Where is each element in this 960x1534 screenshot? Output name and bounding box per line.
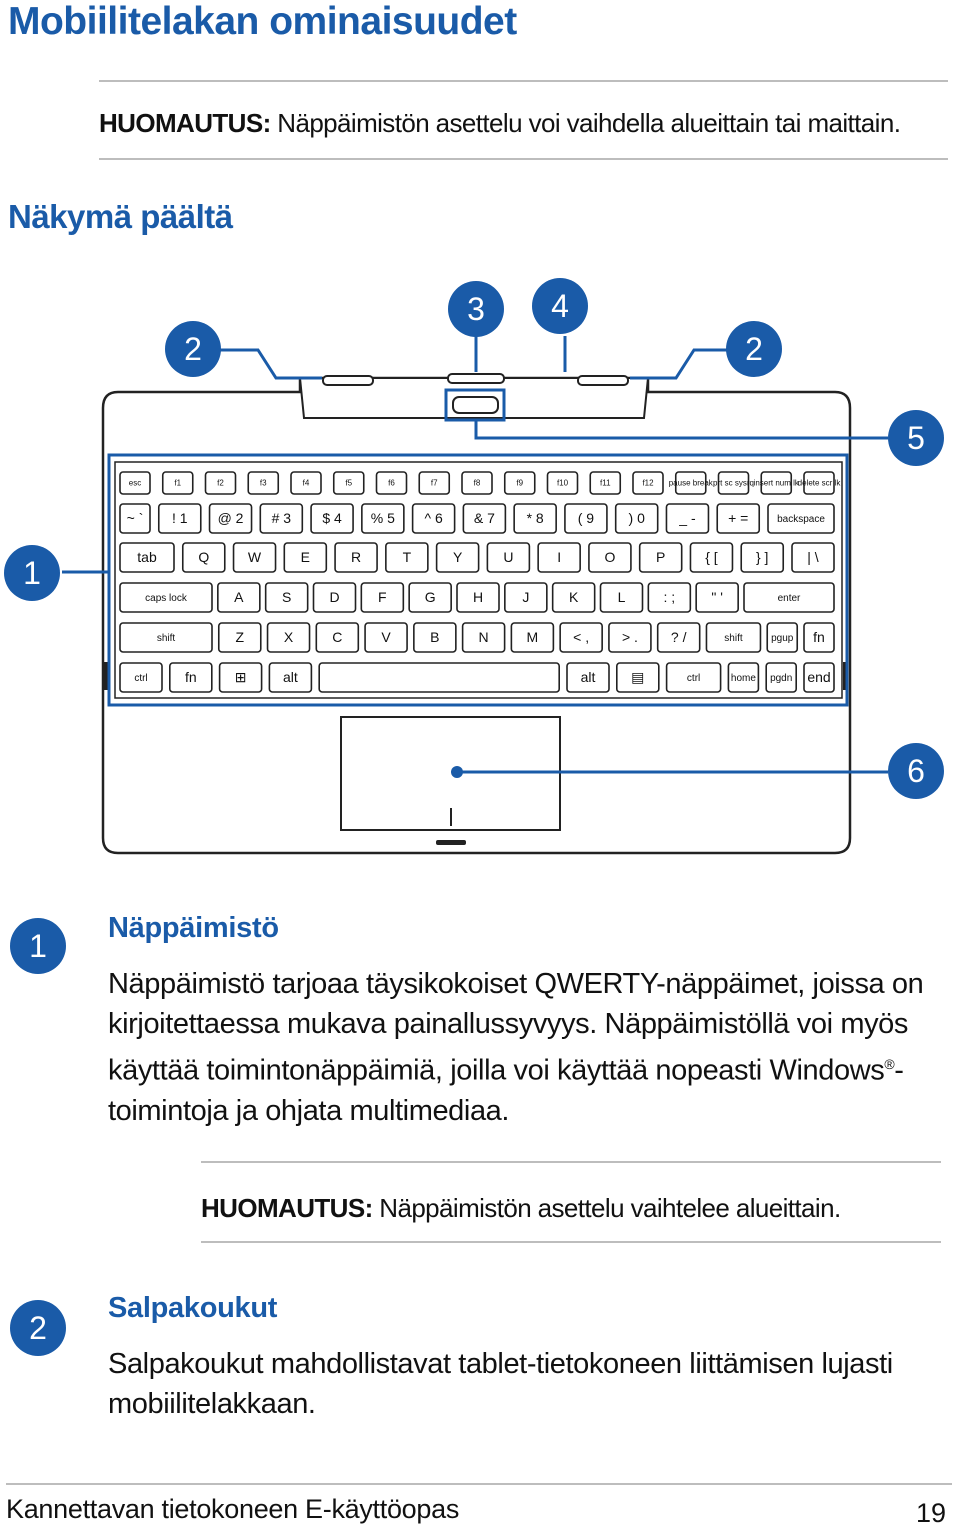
callout-number: 4 [551, 288, 569, 324]
section-number-badge: 2 [10, 1300, 66, 1356]
page-number: 19 [915, 1498, 946, 1528]
key-label: X [283, 629, 294, 646]
key-label: enter [777, 592, 801, 604]
key-label: insert num lk [753, 478, 799, 488]
key-label: S [281, 589, 292, 606]
key-label: " ' [711, 589, 723, 606]
key-label: pgdn [770, 672, 793, 684]
callout-number: 5 [907, 420, 925, 456]
key-label: f11 [599, 478, 611, 488]
top-note [99, 108, 900, 139]
callout-number: 6 [907, 753, 925, 789]
key-label: ⊞ [234, 669, 247, 686]
key-label: ( 9 [577, 510, 595, 527]
callout-leader [220, 350, 322, 378]
key-label: f12 [642, 478, 654, 488]
key-label: f8 [473, 478, 481, 488]
key-label: ^ 6 [424, 510, 443, 527]
key-label: f5 [345, 478, 353, 488]
key-label: f2 [217, 478, 224, 488]
callout-number: 2 [184, 331, 202, 367]
key-label: $ 4 [322, 510, 342, 527]
key-label: ▤ [631, 669, 645, 686]
key-label: C [332, 629, 343, 646]
key-label: Q [198, 549, 210, 566]
key-label: ! 1 [171, 510, 188, 527]
divider [99, 158, 948, 160]
note-label: HUOMAUTUS: [99, 108, 271, 138]
key-label: @ 2 [217, 510, 244, 527]
latch-hook [578, 376, 628, 385]
key-label: E [300, 549, 310, 566]
key-label: ? / [670, 629, 687, 646]
key-label: N [478, 629, 489, 646]
key-label: | \ [807, 549, 819, 566]
key-label: U [503, 549, 514, 566]
key-label: L [617, 589, 626, 606]
key-label: f3 [259, 478, 267, 488]
key-label: f10 [556, 478, 569, 488]
section-body: Salpakoukut mahdollistavat tablet-tietokoneen liittämisen lujasti mobiilitelakkaan. [108, 1348, 893, 1420]
footer-title: Kannettavan tietokoneen E-käyttöopas [6, 1494, 460, 1524]
key-label: alt [283, 669, 298, 686]
key-label: pgup [771, 632, 794, 644]
key-label: B [430, 629, 440, 646]
key-label: & 7 [473, 510, 495, 527]
key-label: > . [621, 629, 638, 646]
key-label: alt [580, 669, 596, 686]
key-label: esc [128, 478, 142, 488]
dock-illustration [0, 270, 960, 870]
callout-number: 3 [467, 291, 485, 327]
key-label: f6 [388, 478, 395, 488]
key-label: ~ ` [126, 510, 144, 527]
key-label: O [604, 549, 616, 566]
key-label: f1 [174, 478, 182, 488]
key-label: } ] [755, 549, 769, 566]
divider [201, 1241, 941, 1243]
view-title: Näkymä päältä [8, 198, 233, 235]
key-label: # 3 [271, 510, 292, 527]
divider [201, 1161, 941, 1163]
key [319, 663, 559, 692]
docking-connector [453, 397, 498, 413]
page-title: Mobiilitelakan ominaisuudet [8, 0, 517, 43]
section-body: Näppäimistö tarjoaa täysikokoiset QWERTY-näppäimet, joissa on kirjoitettaessa mukava painallussyvyys. Näppäimistöllä voi myös käyttää toimintonäppäimiä, joilla voi käyttää nopeasti Windows®-toimintoja ja ohjata multimediaa. [108, 968, 924, 1127]
section-number-badge: 1 [10, 918, 66, 974]
key-label: A [234, 589, 244, 606]
section-title: Näppäimistö [108, 912, 279, 944]
key-label: + = [728, 510, 749, 527]
key-label: H [472, 589, 484, 606]
key-label: M [526, 629, 539, 646]
key-label: f7 [430, 478, 438, 488]
key-label: prt sc sysrq [713, 478, 754, 488]
note-label: HUOMAUTUS: [201, 1193, 373, 1223]
key-label: end [807, 669, 831, 686]
section-title: Salpakoukut [108, 1292, 278, 1324]
key-label: _ - [679, 510, 696, 527]
key-label: V [381, 629, 391, 646]
note-text: Näppäimistön asettelu vaihtelee alueittain. [379, 1193, 841, 1223]
key-label: I [557, 549, 562, 566]
key-label: caps lock [145, 592, 187, 604]
key-label: T [402, 549, 412, 566]
key-label: home [730, 672, 756, 684]
key-label: : ; [663, 589, 676, 606]
key-label: G [424, 589, 436, 606]
divider [99, 80, 948, 82]
latch-hook [323, 376, 373, 385]
key-label: backspace [777, 513, 825, 525]
front-notch [436, 840, 466, 845]
key-label: Z [235, 629, 245, 646]
key-label: f4 [302, 478, 310, 488]
key-label: shift [724, 632, 743, 644]
section-note [201, 1193, 841, 1224]
keyboard-illustration [4, 278, 944, 853]
callout-number: 1 [23, 555, 41, 591]
key-label: % 5 [370, 510, 395, 527]
key-label: J [522, 589, 530, 606]
key-label: pause break [668, 478, 713, 488]
callout-leader [630, 350, 730, 378]
key-label: { [ [705, 549, 718, 566]
key-label: fn [813, 629, 825, 646]
key-label: K [568, 589, 579, 606]
key-label: delete scr lk [797, 478, 841, 488]
key-label: shift [156, 632, 176, 644]
key-label: < , [573, 629, 590, 646]
note-text: Näppäimistön asettelu voi vaihdella alueittain tai maittain. [277, 108, 901, 138]
footer-divider [6, 1483, 952, 1485]
key-label: fn [184, 669, 197, 686]
key-label: Y [452, 549, 463, 566]
key-label: D [329, 589, 340, 606]
key-label: ctrl [134, 672, 148, 684]
key-label: f9 [516, 478, 524, 488]
key-label: tab [137, 549, 157, 566]
key-label: * 8 [526, 510, 544, 527]
key-label: W [247, 549, 262, 566]
key-label: ctrl [686, 672, 701, 684]
key-label: F [378, 589, 387, 606]
key-label: ) 0 [628, 510, 645, 527]
key-label: P [656, 549, 666, 566]
key-label: R [351, 549, 362, 566]
side-latch [104, 662, 108, 690]
latch-hook [448, 374, 504, 383]
callout-dot [451, 766, 463, 778]
callout-number: 2 [745, 331, 763, 367]
